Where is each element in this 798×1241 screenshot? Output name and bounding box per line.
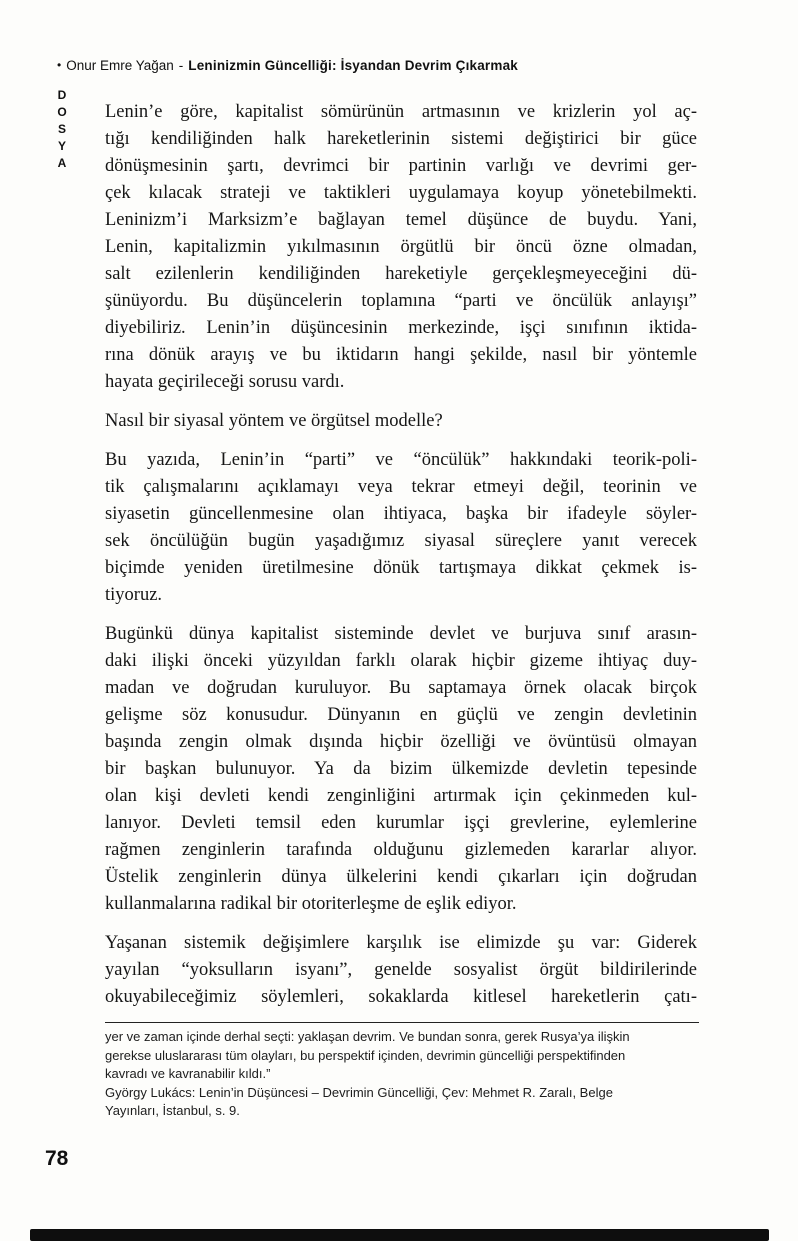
paragraph xyxy=(105,99,697,396)
header-bullet-icon: • xyxy=(57,58,62,72)
text-line: bir başkan bulunuyor. Ya da bizim ülkemizde devletin tepesinde xyxy=(105,759,697,779)
text-line: Bu yazıda, Lenin’in “parti” ve “öncülük” hakkındaki teorik-poli- xyxy=(105,450,697,470)
text-line: yayılan “yoksulların isyanı”, genelde sosyalist örgüt bildirilerinde xyxy=(105,960,697,980)
text-line: okuyabileceğimiz söylemleri, sokaklarda kitlesel hareketlerin çatı- xyxy=(105,987,697,1007)
text-line: sek öncülüğün bugün yaşadığımız siyasal süreçlere yanıt verecek xyxy=(105,531,697,551)
footnote-block xyxy=(105,1022,699,1121)
paragraph xyxy=(105,408,697,435)
text-line: kullanmalarına radikal bir otoriterleşme de eşlik ediyor. xyxy=(105,894,517,914)
running-header xyxy=(57,58,747,73)
footnote-entries xyxy=(105,1028,699,1121)
text-line: lanıyor. Devleti temsil eden kurumlar işçi grevlerine, eylemlerine xyxy=(105,813,697,833)
text-line: başında zengin olmak dışında hiçbir özelliği ve övüntüsü olmayan xyxy=(105,732,697,752)
text-line: Nasıl bir siyasal yöntem ve örgütsel modelle? xyxy=(105,411,443,431)
paragraph xyxy=(105,930,697,1011)
text-line: şünüyordu. Bu düşüncelerin toplamına “parti ve öncülük anlayışı” xyxy=(105,291,697,311)
text-line: Lenin’e göre, kapitalist sömürünün artmasının ve krizlerin yol aç- xyxy=(105,102,697,122)
text-line: tiyoruz. xyxy=(105,585,163,605)
text-line: Yayınları, İstanbul, s. 9. xyxy=(105,1103,240,1118)
header-author: Onur Emre Yağan xyxy=(66,58,174,73)
text-line: rına dönük arayış ve bu iktidarın hangi şekilde, nasıl bir yöntemle xyxy=(105,345,697,365)
text-line: dönüşmesinin şartı, devrimci bir partinin varlığı ve devrimi ger- xyxy=(105,156,697,176)
text-line: György Lukács: Lenin’in Düşüncesi – Devrimin Güncelliği, Çev: Mehmet R. Zaralı, Belge xyxy=(105,1084,613,1100)
scan-edge-bar xyxy=(30,1229,769,1241)
text-line: çek kılacak strateji ve taktikleri uygulamaya koyup yönetebilmekti. xyxy=(105,183,697,203)
text-line: Üstelik zenginlerin dünya ülkelerini kendi çıkarları için doğrudan xyxy=(105,867,697,887)
paragraph xyxy=(105,447,697,609)
text-line: diyebiliriz. Lenin’in düşüncesinin merkezinde, işçi sınıfının iktida- xyxy=(105,318,697,338)
sidebar-section-label: DOSYA xyxy=(55,88,69,173)
text-line: hayata geçirileceği sorusu vardı. xyxy=(105,372,345,392)
header-title: Leninizmin Güncelliği: İsyandan Devrim Çıkarmak xyxy=(188,58,519,73)
paragraph xyxy=(105,621,697,918)
text-line: olan kişi devleti kendi zenginliğini artırmak için çekinmeden kul- xyxy=(105,786,697,806)
text-line: Lenin, kapitalizmin yıkılmasının örgütlü bir öncü özne olmadan, xyxy=(105,237,697,257)
footnote-entry xyxy=(105,1028,699,1084)
text-line: madan ve doğrudan kuruluyor. Bu saptamaya örnek olacak birçok xyxy=(105,678,697,698)
text-line: Leninizm’i Marksizm’e bağlayan temel düşünce de buydu. Yani, xyxy=(105,210,697,230)
text-line: gelişme söz konusudur. Dünyanın en güçlü ve zengin devletinin xyxy=(105,705,697,725)
text-line: rağmen zenginlerin tarafında olduğunu gizlemeden kararlar alıyor. xyxy=(105,840,697,860)
text-line: biçimde yeniden üretilmesine dönük tartışmaya dikkat çekmek is- xyxy=(105,558,697,578)
text-line: daki ilişki önceki yüzyıldan farklı olarak hiçbir gizeme ihtiyaç duy- xyxy=(105,651,697,671)
text-line: kavradı ve kavranabilir kıldı.” xyxy=(105,1066,271,1081)
text-line: salt ezilenlerin kendiliğinden hareketiyle gerçekleşmeyeceğini dü- xyxy=(105,264,697,284)
text-line: tik çalışmalarını açıklamayı veya tekrar etmeyi değil, teorinin ve xyxy=(105,477,697,497)
text-line: Yaşanan sistemik değişimlere karşılık ise elimizde şu var: Giderek xyxy=(105,933,697,953)
header-separator: - xyxy=(178,58,184,73)
text-line: gerekse uluslararası tüm olayları, bu perspektif içinden, devrimin güncelliği perspektifinden xyxy=(105,1047,626,1063)
page-number: 78 xyxy=(45,1147,69,1170)
text-line: yer ve zaman içinde derhal seçti: yaklaşan devrim. Ve bundan sonra, gerek Rusya’ya ilişkin xyxy=(105,1029,630,1044)
footnote-entry xyxy=(105,1084,699,1121)
text-line: tığı kendiliğinden halk hareketlerinin sistemi değiştirici bir güce xyxy=(105,129,697,149)
body-text xyxy=(105,99,697,1023)
text-line: Bugünkü dünya kapitalist sisteminde devlet ve burjuva sınıf arasın- xyxy=(105,624,697,644)
text-line: siyasetin güncellenmesine olan ihtiyaca, başka bir ifadeyle söyler- xyxy=(105,504,697,524)
